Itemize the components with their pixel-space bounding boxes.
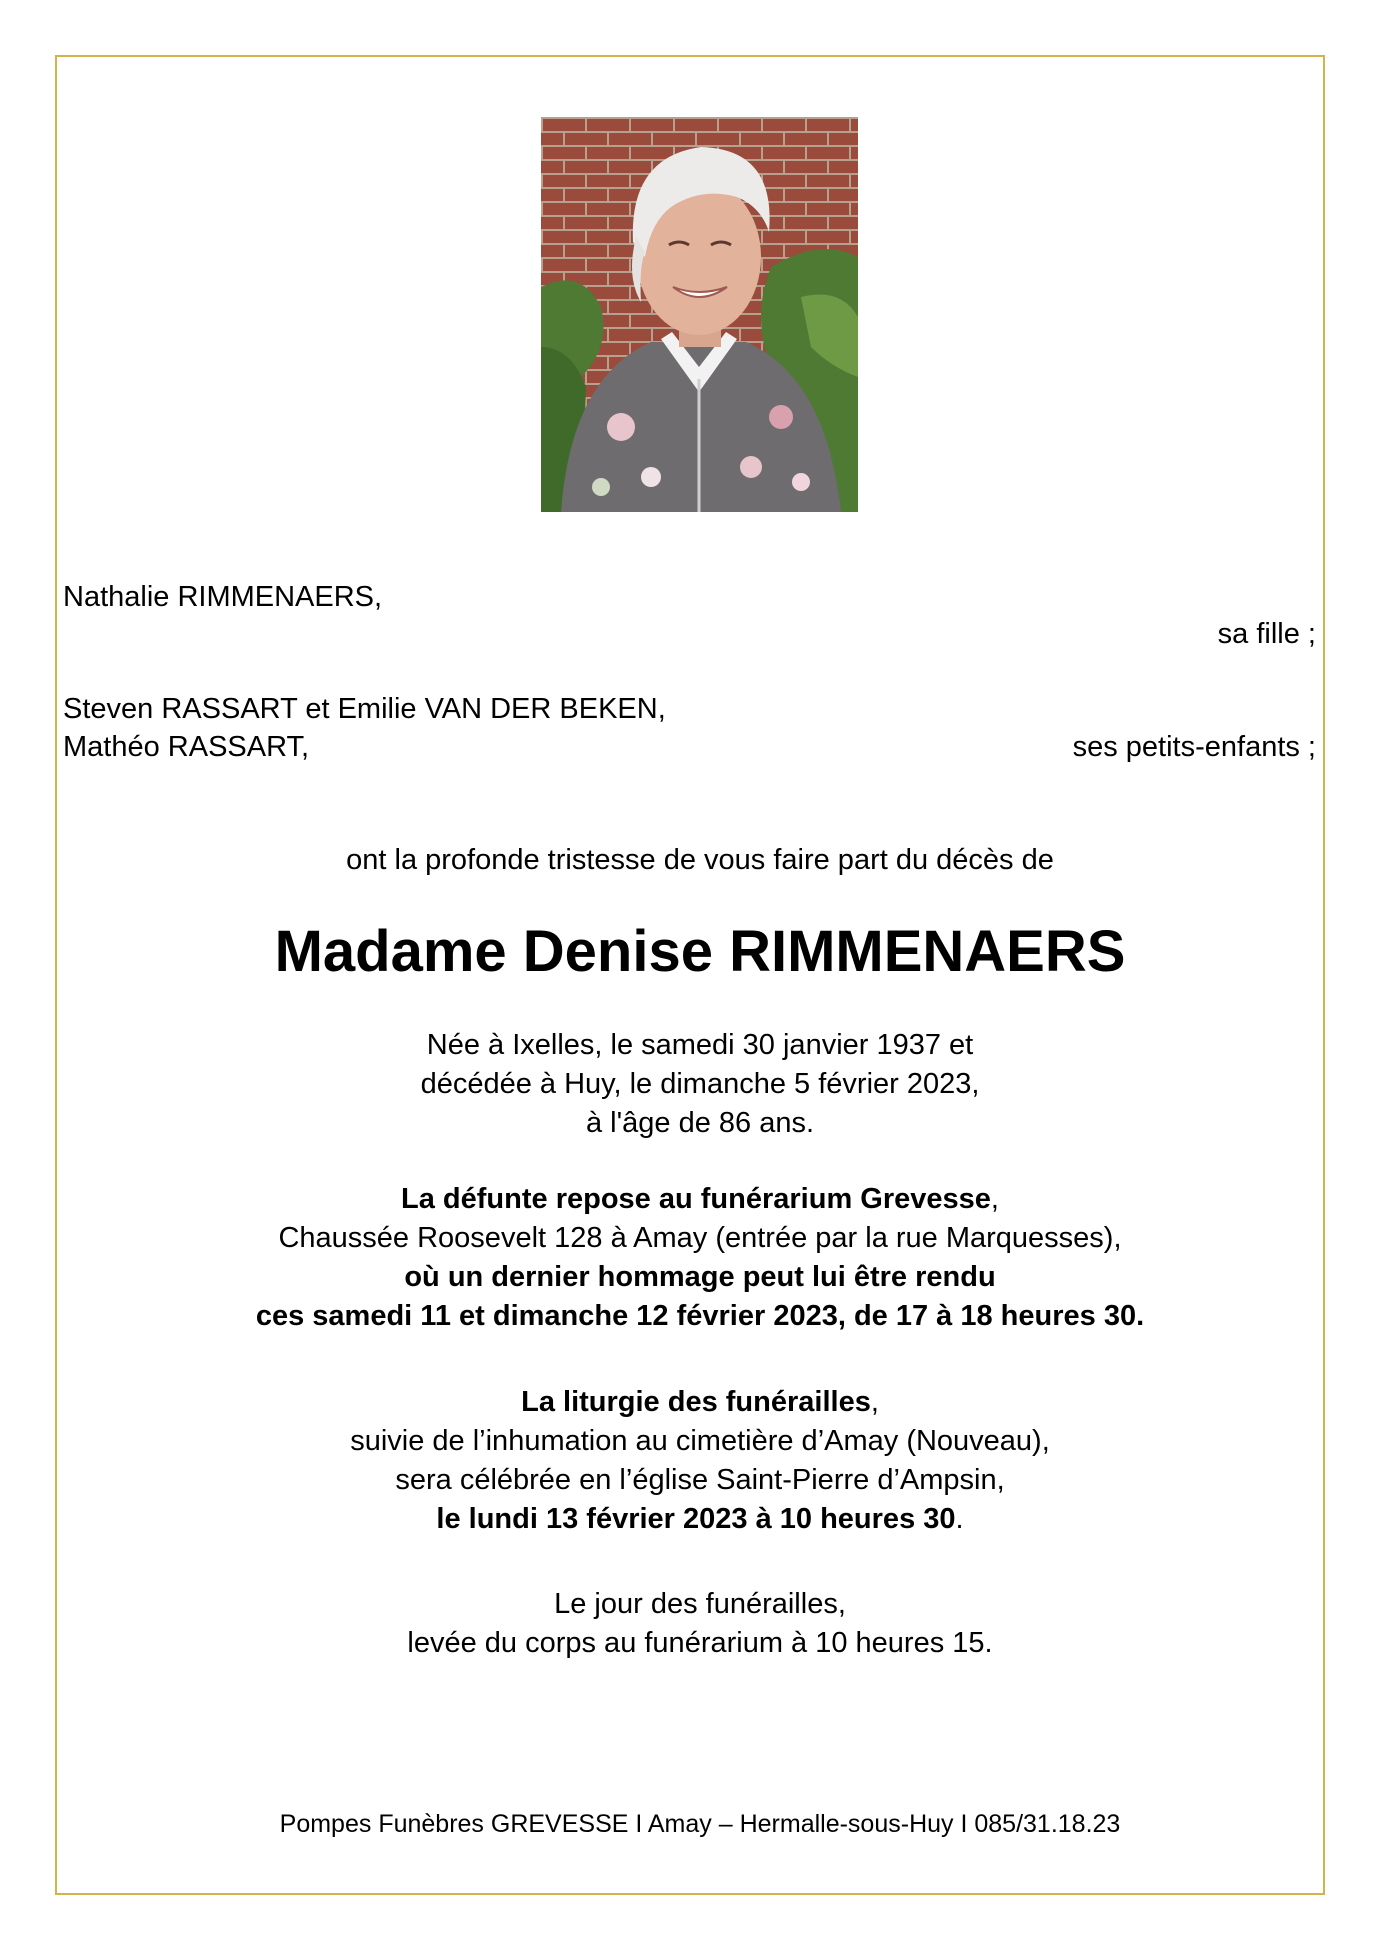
grandchildren-relation: ses petits-enfants ; — [1072, 731, 1316, 763]
deceased-name: Madame Denise RIMMENAERS — [274, 919, 1126, 984]
daughter-name: Nathalie RIMMENAERS, — [63, 581, 383, 613]
birth-death-block — [0, 1026, 1378, 1143]
visitation-block — [0, 1180, 1378, 1336]
daughter-relation: sa fille ; — [1217, 618, 1316, 650]
visitation-heading-punct: , — [990, 1183, 999, 1215]
grandchildren-line-2: Mathéo RASSART, — [63, 731, 310, 763]
funeral-heading-punct: , — [870, 1386, 879, 1418]
funeral-heading: La liturgie des funérailles — [521, 1386, 871, 1418]
visitation-heading-line — [0, 1180, 1378, 1219]
visitation-address: Chaussée Roosevelt 128 à Amay (entrée par la rue Marquesses), — [278, 1222, 1122, 1254]
funeral-church: sera célébrée en l’église Saint-Pierre d’Ampsin, — [395, 1464, 1005, 1496]
departure-line-1: Le jour des funérailles, — [554, 1588, 846, 1620]
announcement-text: ont la profonde tristesse de vous faire part du décès de — [346, 844, 1054, 876]
funeral-block — [0, 1383, 1378, 1539]
age-line: à l'âge de 86 ans. — [585, 1107, 815, 1139]
portrait-photo — [541, 117, 858, 512]
funeral-datetime-punct: . — [955, 1503, 964, 1535]
funeral-heading-line — [0, 1383, 1378, 1422]
departure-line-2: levée du corps au funérarium à 10 heures 15. — [407, 1627, 993, 1659]
visitation-dates: ces samedi 11 et dimanche 12 février 2023, de 17 à 18 heures 30. — [255, 1300, 1145, 1332]
birth-line: Née à Ixelles, le samedi 30 janvier 1937 et — [426, 1029, 974, 1061]
visitation-heading: La défunte repose au funérarium Grevesse — [401, 1183, 991, 1215]
funeral-datetime-line — [0, 1500, 1378, 1539]
footer-funeral-home: Pompes Funèbres GREVESSE I Amay – Hermalle-sous-Huy I 085/31.18.23 — [279, 1810, 1121, 1838]
grandchildren-line-1: Steven RASSART et Emilie VAN DER BEKEN, — [63, 693, 666, 725]
funeral-datetime: le lundi 13 février 2023 à 10 heures 30 — [436, 1503, 956, 1535]
visitation-homage: où un dernier hommage peut lui être rendu — [404, 1261, 996, 1293]
death-line: décédée à Huy, le dimanche 5 février 2023, — [420, 1068, 980, 1100]
funeral-burial: suivie de l’inhumation au cimetière d’Amay (Nouveau), — [350, 1425, 1050, 1457]
departure-block — [0, 1585, 1378, 1663]
